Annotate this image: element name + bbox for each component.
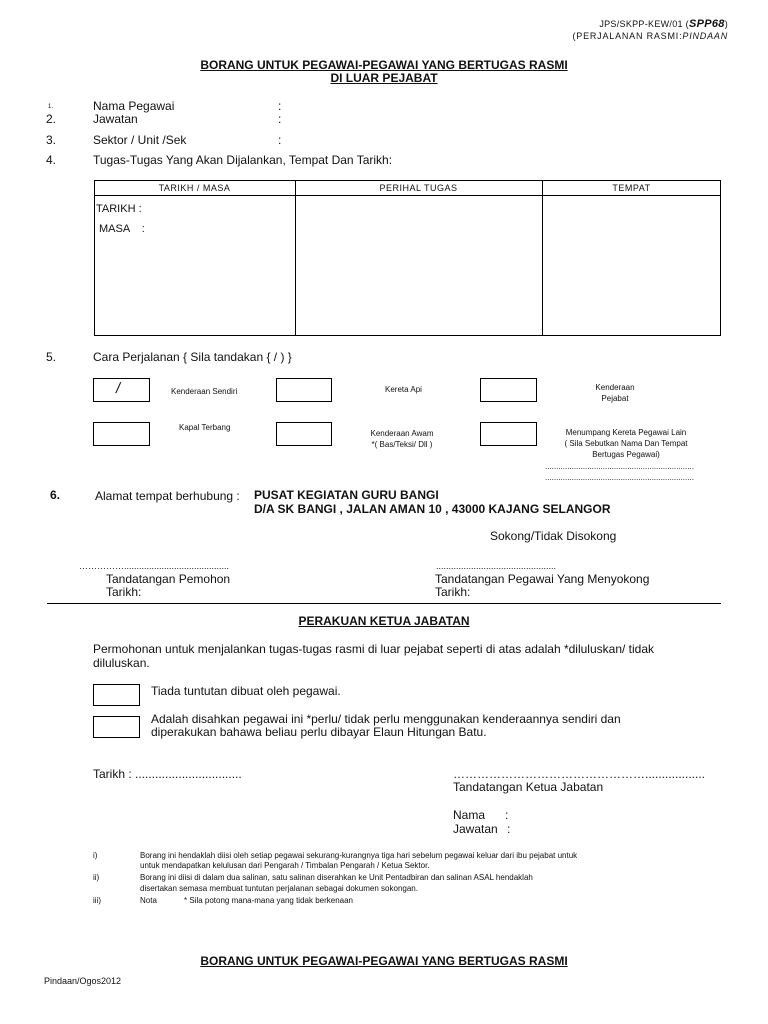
head-signature-label: Tandatangan Ketua Jabatan	[453, 780, 604, 794]
label-kenderaan-sendiri: Kenderaan Sendiri	[171, 387, 238, 396]
duty-table-header-perihal: PERIHAL TUGAS	[379, 183, 458, 193]
head-post-label: Jawatan	[453, 822, 498, 836]
supporter-signature-label: Tandatangan Pegawai Yang Menyokong	[435, 572, 650, 586]
duty-table-header-tempat: TEMPAT	[612, 183, 651, 193]
note-3-label: Nota	[140, 896, 157, 905]
check-mark: /	[114, 380, 122, 397]
travel-label: Cara Perjalanan { Sila tandakan { / ) }	[93, 350, 292, 364]
note-2-line-1: Borang ini diisi di dalam dua salinan, satu salinan diserahkan ke Unit Pentadbiran dan salinan ASAL hendaklah	[140, 873, 533, 882]
checkbox-elaun[interactable]	[93, 716, 140, 738]
label-menumpang-1: Menumpang Kereta Pegawai Lain	[565, 428, 687, 437]
head-name-colon: :	[505, 808, 509, 822]
supporter-date-label: Tarikh:	[435, 585, 471, 599]
field-label-sektor: Sektor / Unit /Sek	[93, 133, 187, 147]
menumpang-dots-1[interactable]: ...................................................................	[545, 462, 694, 471]
checkbox-kenderaan-pejabat[interactable]	[480, 378, 537, 402]
form-sub-prefix: (PERJALANAN RASMI:	[572, 31, 683, 41]
applicant-signature-label: Tandatangan Pemohon	[106, 572, 231, 586]
field-num-1: 1.	[48, 104, 54, 110]
form-ref-code: SPP68	[688, 18, 725, 30]
duty-table-header-tarikh: TARIKH / MASA	[158, 183, 231, 193]
field-num-3: 3.	[46, 133, 57, 147]
checkbox-kapal-terbang[interactable]	[93, 422, 150, 446]
checkbox-kereta-api[interactable]	[276, 378, 332, 402]
field-colon-jawatan: :	[278, 112, 282, 126]
form-subreference	[572, 31, 728, 41]
footer-amendment: Pindaan/Ogos2012	[44, 976, 122, 986]
form-ref-suffix: )	[724, 19, 728, 29]
field-num-4: 4.	[46, 153, 57, 167]
form-reference	[599, 18, 728, 30]
duty-table-tempat-cell[interactable]	[543, 197, 720, 335]
address-label: Alamat tempat berhubung :	[95, 489, 240, 503]
note-1-line-1: Borang ini hendaklah diisi oleh setiap pegawai sekurang-kurangnya tiga hari sebelum pegawai keluar dari ibu pejabat untuk	[140, 851, 578, 860]
form-title-line-1: BORANG UNTUK PEGAWAI-PEGAWAI YANG BERTUGAS RASMI	[200, 58, 568, 72]
label-tiada-tuntutan: Tiada tuntutan dibuat oleh pegawai.	[151, 684, 341, 698]
label-kapal-terbang: Kapal Terbang	[179, 423, 231, 432]
applicant-date-label: Tarikh:	[106, 585, 142, 599]
label-elaun-2: diperakukan bahawa beliau perlu dibayar Elaun Hitungan Batu.	[151, 725, 487, 739]
supporter-signature-line[interactable]: ................................................	[436, 561, 557, 571]
label-kenderaan-awam-2: *( Bas/Teksi/ Dll )	[371, 440, 433, 449]
form-sub-italic: PINDAAN	[682, 31, 728, 41]
label-kenderaan-pejabat-2: Pejabat	[601, 394, 629, 403]
form-title-line-2: DI LUAR PEJABAT	[330, 71, 438, 85]
note-1-line-2: untuk mendapatkan kelulusan dari Pengarah / Timbalan Pengarah / Ketua Sektor.	[140, 861, 430, 870]
field-num-2: 2.	[46, 112, 57, 126]
checkbox-kenderaan-awam[interactable]	[276, 422, 332, 446]
certification-date-line[interactable]: Tarikh : ................................	[93, 767, 242, 781]
section-divider	[47, 603, 721, 604]
label-kenderaan-pejabat-1: Kenderaan	[595, 383, 635, 392]
head-post-colon: :	[507, 822, 511, 836]
note-3-text: * Sila potong mana-mana yang tidak berkenaan	[184, 896, 353, 905]
note-2-line-2: disertakan semasa membuat tuntutan perjalanan sebagai dokumen sokongan.	[140, 884, 418, 893]
checkbox-menumpang[interactable]	[480, 422, 537, 446]
applicant-signature-line[interactable]: ……………..........................................	[79, 561, 230, 571]
note-num-1: i)	[93, 851, 98, 860]
footer-title-repeat: BORANG UNTUK PEGAWAI-PEGAWAI YANG BERTUGAS RASMI	[200, 954, 568, 968]
field-label-jawatan: Jawatan	[93, 112, 138, 126]
checkbox-tiada-tuntutan[interactable]	[93, 684, 140, 706]
address-num: 6.	[50, 488, 61, 502]
label-kereta-api: Kereta Api	[385, 385, 422, 394]
label-menumpang-3: Bertugas Pegawai)	[592, 450, 660, 459]
label-menumpang-2: ( Sila Sebutkan Nama Dan Tempat	[564, 439, 688, 448]
field-label-tugas: Tugas-Tugas Yang Akan Dijalankan, Tempat Dan Tarikh:	[93, 153, 393, 167]
support-status: Sokong/Tidak Disokong	[490, 529, 617, 543]
form-ref-prefix: JPS/SKPP-KEW/01 (	[599, 19, 689, 29]
field-colon-nama: :	[278, 99, 282, 113]
duty-table-tarikh-label: TARIKH :	[96, 203, 142, 215]
address-line-2: D/A SK BANGI , JALAN AMAN 10 , 43000 KAJANG SELANGOR	[254, 502, 611, 516]
duty-table-header-divider	[94, 195, 721, 196]
duty-table-perihal-cell[interactable]	[296, 197, 541, 335]
duty-table-masa-label: MASA :	[99, 223, 145, 235]
head-name-label: Nama	[453, 808, 486, 822]
label-kenderaan-awam-1: Kenderaan Awam	[370, 429, 434, 438]
checkbox-kenderaan-sendiri[interactable]	[93, 378, 150, 402]
field-label-nama: Nama Pegawai	[93, 99, 175, 113]
travel-num: 5.	[46, 350, 57, 364]
certification-paragraph-1: Permohonan untuk menjalankan tugas-tugas rasmi di luar pejabat seperti di atas adalah *diluluskan/ tidak	[93, 642, 655, 656]
note-num-3: iii)	[93, 896, 101, 905]
certification-title: PERAKUAN KETUA JABATAN	[298, 614, 470, 628]
field-colon-sektor: :	[278, 133, 282, 147]
note-num-2: ii)	[93, 873, 100, 882]
certification-paragraph-2: diluluskan.	[93, 656, 150, 670]
address-line-1: PUSAT KEGIATAN GURU BANGI	[254, 488, 439, 502]
menumpang-dots-2[interactable]: ...................................................................	[545, 473, 694, 482]
head-signature-line[interactable]: …………………………………………..................	[453, 767, 706, 781]
label-elaun-1: Adalah disahkan pegawai ini *perlu/ tidak perlu menggunakan kenderaannya sendiri dan	[151, 712, 621, 726]
